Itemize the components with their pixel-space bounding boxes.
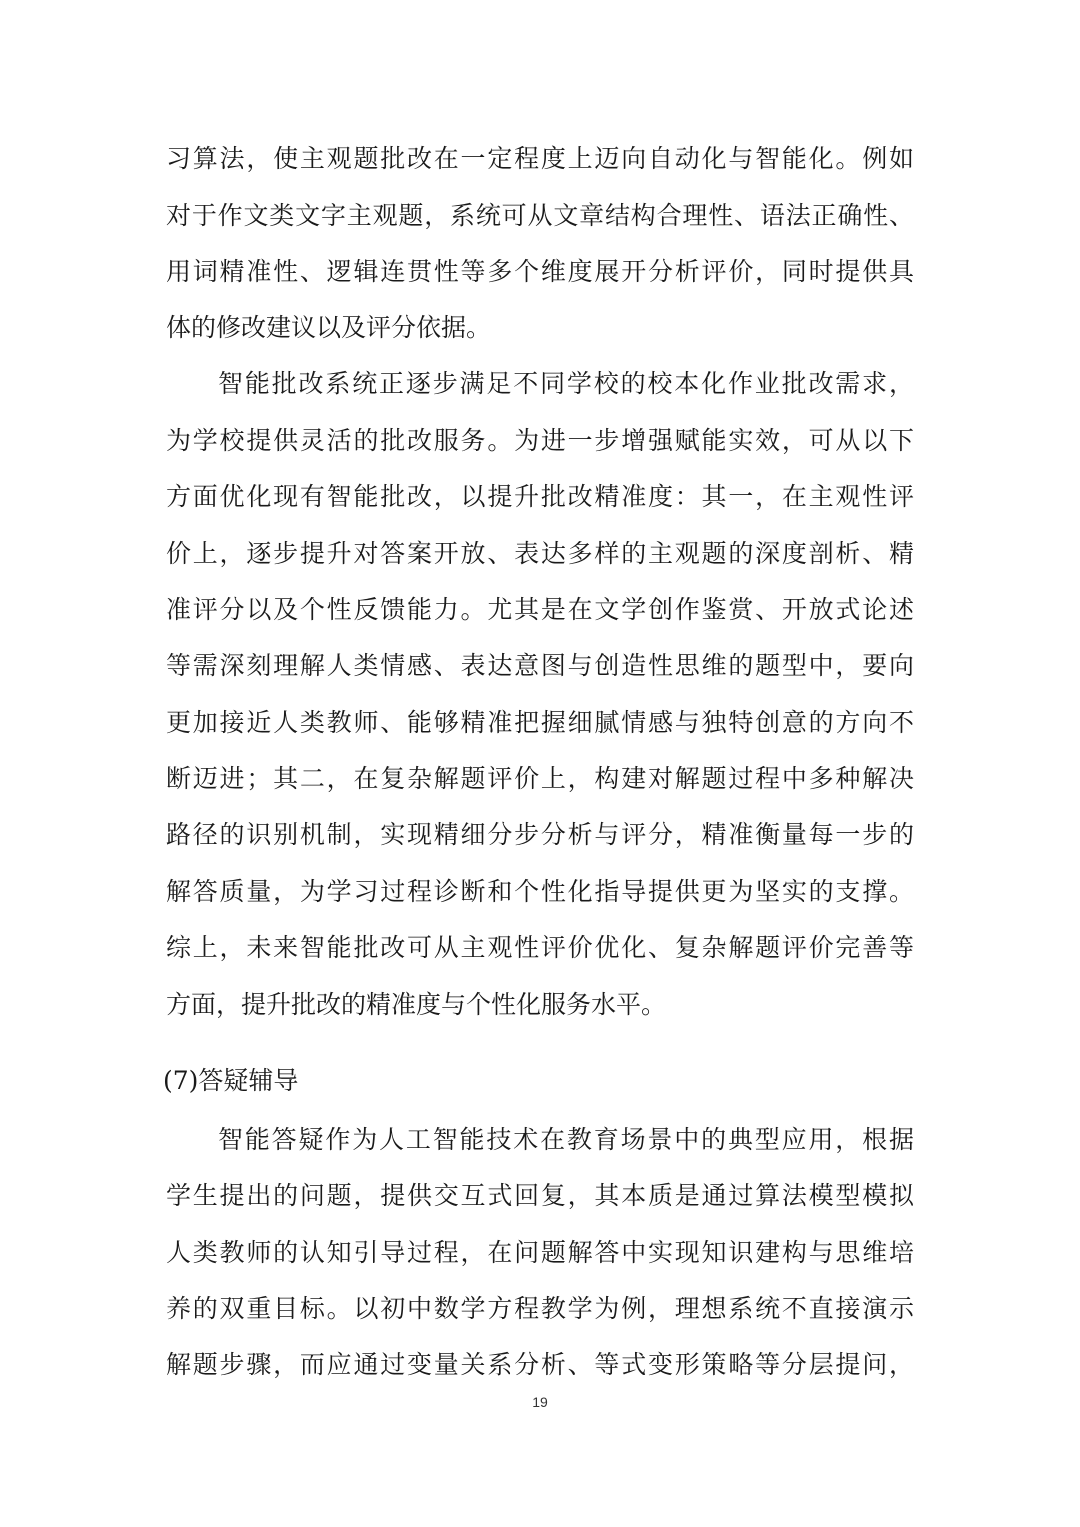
paragraph-1-line-4: 体的修改建议以及评分依据。: [166, 313, 492, 342]
paragraph-2-line-1: 智能批改系统正逐步满足不同学校的校本化作业批改需求，: [218, 369, 914, 398]
paragraph-2-line-10: 解答质量，为学习过程诊断和个性化指导提供更为坚实的支撑。: [166, 877, 914, 906]
paragraph-2-line-8: 断迈进；其二，在复杂解题评价上，构建对解题过程中多种解决: [166, 764, 914, 793]
paragraph-3-line-2: 学生提出的问题，提供交互式回复，其本质是通过算法模型模拟: [166, 1181, 914, 1210]
paragraph-2-line-12: 方面，提升批改的精准度与个性化服务水平。: [166, 990, 667, 1019]
paragraph-1-line-1: 习算法，使主观题批改在一定程度上迈向自动化与智能化。例如: [166, 144, 914, 173]
paragraph-1-line-2: 对于作文类文字主观题，系统可从文章结构合理性、语法正确性、: [166, 201, 914, 230]
paragraph-3-line-5: 解题步骤，而应通过变量关系分析、等式变形策略等分层提问，: [166, 1350, 914, 1379]
paragraph-2-line-2: 为学校提供灵活的批改服务。为进一步增强赋能实效，可从以下: [166, 426, 914, 455]
paragraph-2-line-4: 价上，逐步提升对答案开放、表达多样的主观题的深度剖析、精: [166, 539, 914, 568]
section-heading: (7)答疑辅导: [163, 1066, 299, 1095]
paragraph-2-line-9: 路径的识别机制，实现精细分步分析与评分，精准衡量每一步的: [166, 820, 914, 849]
paragraph-2-line-7: 更加接近人类教师、能够精准把握细腻情感与独特创意的方向不: [166, 708, 914, 737]
paragraph-3-line-3: 人类教师的认知引导过程，在问题解答中实现知识建构与思维培: [166, 1238, 914, 1267]
paragraph-3-line-1: 智能答疑作为人工智能技术在教育场景中的典型应用，根据: [218, 1125, 914, 1154]
paragraph-2-line-6: 等需深刻理解人类情感、表达意图与创造性思维的题型中，要向: [166, 651, 914, 680]
paragraph-2-line-3: 方面优化现有智能批改，以提升批改精准度：其一，在主观性评: [166, 482, 914, 511]
paragraph-2-line-5: 准评分以及个性反馈能力。尤其是在文学创作鉴赏、开放式论述: [166, 595, 914, 624]
paragraph-3-line-4: 养的双重目标。以初中数学方程教学为例，理想系统不直接演示: [166, 1294, 914, 1323]
paragraph-2-line-11: 综上，未来智能批改可从主观性评价优化、复杂解题评价完善等: [166, 933, 914, 962]
page-number: 19: [532, 1394, 548, 1410]
paragraph-1-line-3: 用词精准性、逻辑连贯性等多个维度展开分析评价，同时提供具: [166, 257, 914, 286]
